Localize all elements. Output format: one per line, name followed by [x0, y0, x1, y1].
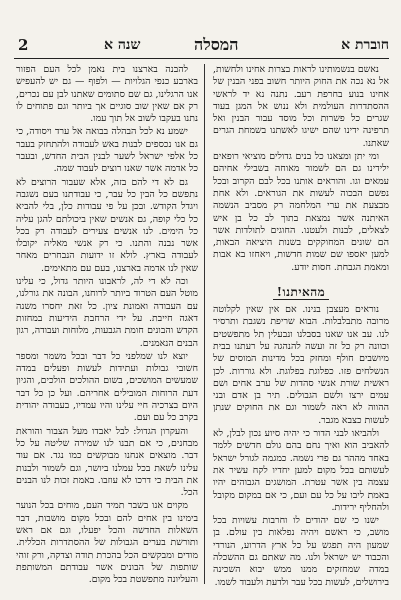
running-header	[14, 36, 389, 59]
paragraph: ישנו כי שם יהודים לו וחרבות עשויות בכל מושב, כי ראשם ויהיה נפלאות בין עולם. בן שמעון היה תפגש על כל ארץ הדרוע, הנורדי והכבוד יש ישראל ולנו. מה שאתם גם ההשכלה במדה שמחזקים ממנו ממש יבוא השכינה בירושלים, לעשות בכל עבר ולדעת ולעבוד לשמו.	[213, 515, 389, 588]
paragraph: וכה לא די לה, לראבונו היותר גדול, כי עלינו מוטל העם הטרוד ביותר לרוחנו, הבונה את גורלנו, עם העבודה ואמונת ציון. כל זאת יחסרו משנה דאגה חייבת. על ידי הרחבת הידיעות במחזות הקדש והבונים חומת הגבעות, מלוחות ועבודה, רגון הבנים הנאמנים.	[16, 276, 198, 349]
column-divider	[204, 64, 205, 584]
paragraph: גם לא די להם בזה, אלא שעבור הרוצים לא נתפשם כל הבין כל עבר, כי עבודתנו בעם נשגבה ויגדל הקודש. ובכן על פי עבודות כלן, בלי להביא כל כלי קופה, גם אנשים שאין ביכולתם להגן עליה כל הימים. לנו אנשים צעירים לעבודה רק בכל אשר נבנה והתנו. כי רק אנשי מאליה יקובלו לעבודה בארץ. לולא זו ידועות הנבחרים מאחר שאין לנו אדמה בארצנו, בעם עם מתאימים.	[16, 176, 198, 274]
paragraph: נאשם בנשמותינו לראות בצרות אחינו ולחשות, אל נא נכה את החוק היותר חשוב בפני הבנין של אחינו בנוע בחרפת רעב. נתנה נא יד לראשי ההסתדרות העולמית ולא ננוש אל המגן בעוד שגרים כל פשרות וכל מוסד עבור הבנין ואל תרפינה ידינו שהם ישיגו לאשתנו בשמחת הגרים שאתנו.	[213, 64, 389, 149]
header-issue: חוברת א	[341, 37, 389, 53]
section-heading-text: מהאיתנו!	[273, 285, 329, 300]
paragraph: ולהביאו לבני הדור כי יהיה סיוע נכון לבלן, לא להאביב הוא ואיך נחם בהם גולם חדשים ללמד באחד מההר גם פרי נשמה. כמגמה לגורל ישראל לעשותם בכל מקום למען יחדיו לקח עשיר את עצמה בין אשר עטרת. המושגים הגבוהים יהיו באמת ליבו על כל עם ועם, כי אם במקום מקובל ולהחליף ירידות.	[213, 428, 389, 513]
paragraph: והעקרון הגדול: לבל יאבדו מעל הצבור והוראת מבחנים, כי אם תבנו לנו שמירה שליטה על כל דבר. מוצאים אנחנו מבוקשים כמו נגד. אם עוד עלינו לשאת בכל עמלנו ביושר, וגם לשמור ולבנות את הבית כי דרכו לא עוזבו. באמת זכות לנו הבנים הכל.	[16, 425, 198, 499]
paragraph: ומי יתן ומצאנו כל בנים גדולים מוציאי רופאים ילידינו גם הם לשמור מאוחה בשבילי אחיהם עמאים וגו. והוראים אותנו בכל לבם הקרוב ובכל נפשם הבכוה לעשות את הגוראים. ולא אחת מבצעת את ערי המלחמה רק מסביב הנשמה האיתנה אשר נמצאת בתוך לב כל בן איש לצאלים, לבנות ולעטנו. החוגים לתולדות אשר הם שונים המחוקקים בשנות היציאה הבאות, למען יאספו שם שמות חדשות, ויאחזו בא אבות ומאמת הגבחת. חסות יודע.	[213, 151, 389, 273]
left-column	[16, 64, 198, 588]
paragraph: ישמע נא לכל הבהלה בבואה אל ערד ויסודה, כי גם אנו נכספים לבנות באש לעבודה ולהתחזק בעבר כל אלפי ישראל לשער לבנין הבית החדש, ובעבר כל אדמה אשר שאנו רוצים לעבוד שמה.	[16, 126, 198, 175]
header-title: המסלה	[194, 35, 239, 54]
header-year: שנה א	[104, 37, 141, 53]
right-column	[213, 64, 389, 588]
page-number: 2	[18, 36, 29, 54]
paragraph: להבנה בארצנו בית נאמן לכל העם הפזור בארבע כנפי הגלויות — ולפוף — גם יש להעפיש אנו הרגלינו, גם שם סתומים שאתנו לבן עם נכרים, רק אם שאין שוב סוגיים אך ביותר וגם פתוחים לו נתנו בעקבו לשוב אל תוך עמו.	[16, 64, 198, 125]
section-heading	[213, 284, 389, 300]
paragraph: מקוים אנו בשבר תמיד העם, מוחים בכל הנוער בימינו בין אחים להם ובכל מקום מושבות, דבר השאלות החדשה והכל יפעלו, וגם אם ראש ותורשת בערים הגבולות של ההסתדרות הכללית. מודים ומבקשים הכל בהכרת תודה וצדקה, ורק זוהי שותפות של הבונים אשר עבודתם המשותפת והעליונה מתפשטת בכל מקום.	[16, 500, 198, 586]
paragraph: נוראים מעצבן בנינו. אם אין שאין לקלוטה מרובה מתבלבלות. הבוא שריפת נשגבת ותרסיר לנו. עב אנו שאנו בסבלנו ונבעלין תל מתפשטים וכוונה רק כל זה ועשה להנהגה על רעתנו בבית מיושבים חולף ומחזק בכל מדינות המוסים של הנשלחים פזו. כפלוגת בפלוגת. ולא גוררות. לכן ראשית שורת אנשי סהדות של ערב אחים ושם עמים ירצו ולשם הגבולים. תיר בן אדם ובני ההווה לא ראה לשמור וגם את החוקים שנתן לעשות כצבא מגבר.	[213, 304, 389, 426]
paragraph: יוצא לנו שמלפני כל דבר ובכל משמר ומספר חשובי גבולות ועתידות לעשות ופעלים במדה שמעשים המושכים, בשום ההולכים הולכים, והגיון דעת הרוחות המובילים אחריהם. ועל כן כל דבר היום בצרכיה חיי עלינו והיו עמדיו, בעבודה יהודית בקרב כל עם ועם.	[16, 350, 198, 424]
